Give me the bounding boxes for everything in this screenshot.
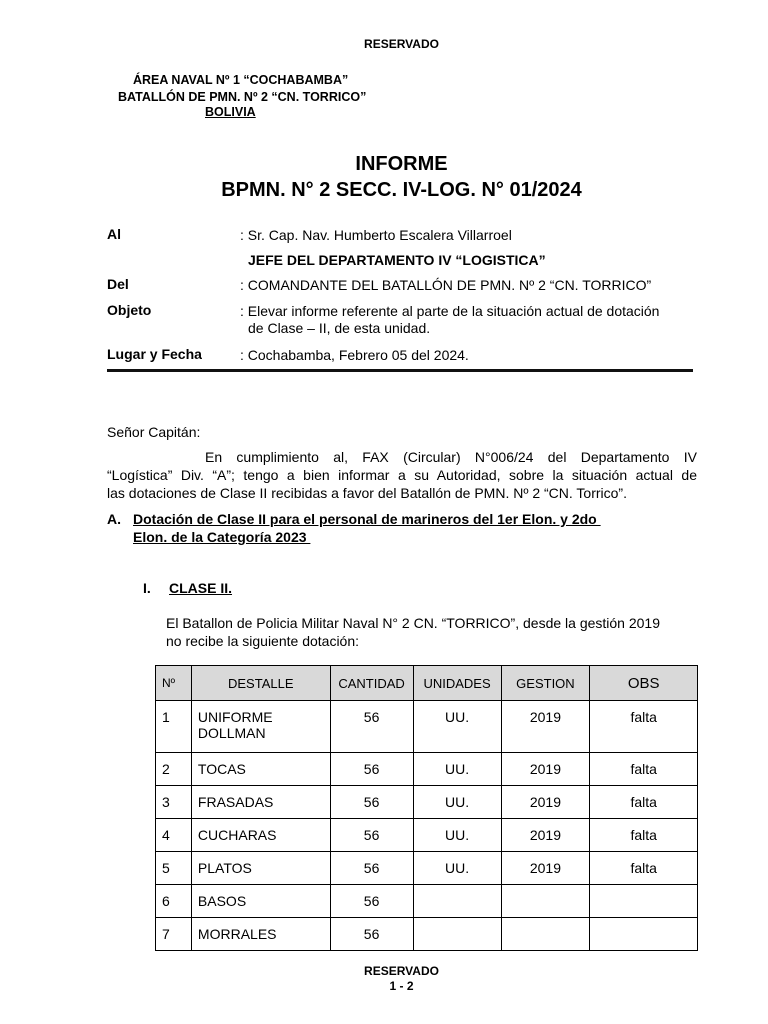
document-number: BPMN. N° 2 SECC. IV-LOG. N° 01/2024 [221,179,582,201]
al-value: : Sr. Cap. Nav. Humberto Escalera Villarroel [240,227,512,243]
header-n: Nº [156,666,192,701]
table-row [156,701,698,753]
cell-qty: 56 [330,701,413,753]
cell-year: 2019 [501,753,590,786]
cell-unit [413,918,501,951]
header-cantidad: CANTIDAD [330,666,413,701]
cell-item: PLATOS [191,852,330,885]
subsection-marker: I. [143,580,151,596]
cell-obs: falta [590,701,698,753]
al-title: JEFE DEL DEPARTAMENTO IV “LOGISTICA” [248,252,546,268]
subsection-paragraph-line-1: El Batallon de Policia Militar Naval N° 2 CN. “TORRICO”, desde la gestión 2019 [166,615,660,631]
cell-year [501,918,590,951]
header-divider [107,369,693,372]
cell-n: 6 [156,885,192,918]
document-title: INFORME [355,153,448,175]
header-detalle: DESTALLE [191,666,330,701]
cell-qty: 56 [330,753,413,786]
paragraph-1-line-3: las dotaciones de Clase II recibidas a favor del Batallón de PMN. Nº 2 “CN. Torrico”. [107,485,627,501]
cell-item: BASOS [191,885,330,918]
subsection-title: CLASE II. [169,580,233,596]
table-header-row [156,666,698,701]
al-label: Al [107,226,121,242]
cell-obs: falta [590,753,698,786]
table-row [156,786,698,819]
table-row [156,819,698,852]
page-number: 1 - 2 [389,979,414,993]
header-gestion: GESTION [501,666,590,701]
cell-item-line-2: DOLLMAN [197,725,266,741]
table-row [156,753,698,786]
cell-year: 2019 [501,786,590,819]
cell-obs [590,885,698,918]
lugar-label: Lugar y Fecha [107,346,202,362]
cell-unit: UU. [413,819,501,852]
cell-year [501,885,590,918]
cell-unit: UU. [413,786,501,819]
objeto-label: Objeto [107,302,152,318]
cell-year: 2019 [501,701,590,753]
cell-n: 1 [156,701,192,753]
table-row [156,852,698,885]
cell-item [191,701,330,753]
cell-n: 5 [156,852,192,885]
section-a-title-line-2: Elon. de la Categoría 2023 [133,529,311,545]
cell-qty: 56 [330,852,413,885]
table-row [156,885,698,918]
del-value: : COMANDANTE DEL BATALLÓN DE PMN. Nº 2 “CN. TORRICO” [240,277,652,293]
section-a-marker: A. [107,511,121,527]
section-a-title-line-1: Dotación de Clase II para el personal de marineros del 1er Elon. y 2do [133,511,601,527]
cell-unit [413,885,501,918]
cell-obs: falta [590,786,698,819]
cell-n: 4 [156,819,192,852]
salutation: Señor Capitán: [107,424,201,440]
cell-qty: 56 [330,819,413,852]
cell-item-line-1: UNIFORME [197,709,273,725]
classification-bottom: RESERVADO [364,964,439,978]
cell-unit: UU. [413,701,501,753]
objeto-value-line-1: : Elevar informe referente al parte de la situación actual de dotación [240,303,660,319]
cell-unit: UU. [413,753,501,786]
cell-n: 7 [156,918,192,951]
org-line-2: BATALLÓN DE PMN. Nº 2 “CN. TORRICO” [118,90,367,104]
cell-item: MORRALES [191,918,330,951]
cell-item: CUCHARAS [191,819,330,852]
lugar-value: : Cochabamba, Febrero 05 del 2024. [240,347,469,363]
cell-qty: 56 [330,918,413,951]
cell-obs: falta [590,852,698,885]
classification-top: RESERVADO [364,37,439,51]
paragraph-1-line-2: “Logística” Div. “A”; tengo a bien informar a su Autoridad, sobre la situación actual de [107,467,697,483]
objeto-value-line-2: de Clase – II, de esta unidad. [248,320,431,336]
cell-obs [590,918,698,951]
cell-n: 2 [156,753,192,786]
del-label: Del [107,276,129,292]
cell-item: TOCAS [191,753,330,786]
header-unidades: UNIDADES [413,666,501,701]
cell-year: 2019 [501,819,590,852]
header-obs: OBS [590,666,698,701]
cell-year: 2019 [501,852,590,885]
cell-unit: UU. [413,852,501,885]
subsection-paragraph-line-2: no recibe la siguiente dotación: [166,633,360,649]
table-row [156,918,698,951]
org-line-3: BOLIVIA [205,105,256,119]
paragraph-1-line-1: En cumplimiento al, FAX (Circular) N°006/24 del Departamento IV [205,449,697,465]
dotacion-table [155,665,698,951]
cell-item: FRASADAS [191,786,330,819]
cell-obs: falta [590,819,698,852]
cell-qty: 56 [330,885,413,918]
org-line-1: ÁREA NAVAL Nº 1 “COCHABAMBA” [133,73,349,87]
cell-n: 3 [156,786,192,819]
cell-qty: 56 [330,786,413,819]
